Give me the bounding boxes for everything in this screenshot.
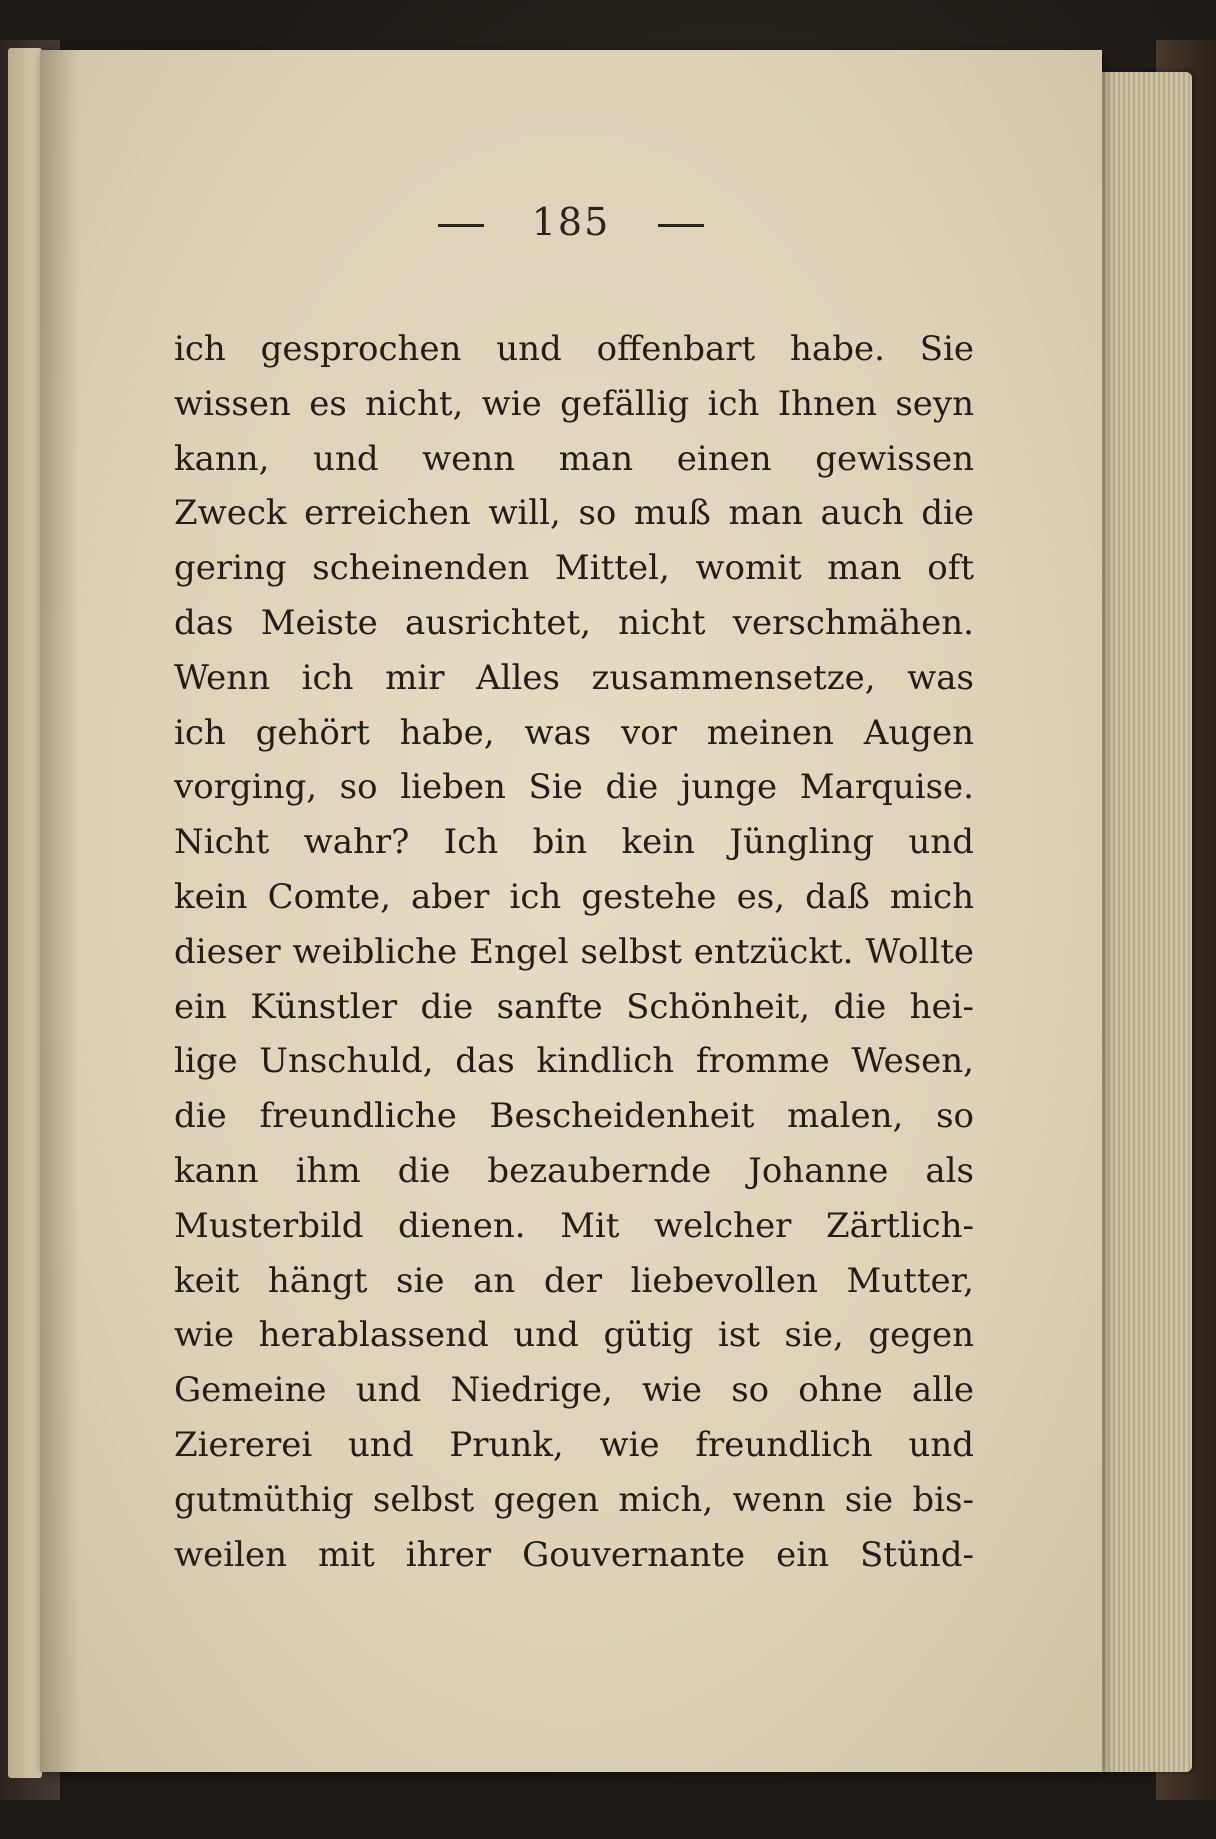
text-line: ich gesprochen und offenbart habe. Sie bbox=[174, 329, 974, 369]
facing-page-edge bbox=[8, 48, 42, 1778]
text-line: kein Comte, aber ich gestehe es, daß mich bbox=[174, 876, 974, 917]
text-line: Wenn ich mir Alles zusammensetze, was bbox=[174, 657, 974, 698]
book-page bbox=[40, 50, 1102, 1772]
page-number: 185 bbox=[531, 200, 611, 244]
text-line: Nicht wahr? Ich bin kein Jüngling und bbox=[174, 822, 974, 863]
text-line: ich gehört habe, was vor meinen Augen bbox=[174, 712, 974, 753]
text-line: das Meiste ausrichtet, nicht verschmähen. bbox=[174, 602, 974, 643]
text-line: vorging, so lieben Sie die junge Marquise. bbox=[174, 767, 974, 808]
text-line: Zweck erreichen will, so muß man auch die bbox=[174, 493, 974, 534]
text-line: wissen es nicht, wie gefällig ich Ihnen seyn bbox=[174, 383, 974, 424]
text-line: dieser weibliche Engel selbst entzückt. Wollte bbox=[174, 931, 974, 972]
text-line: Gemeine und Niedrige, wie so ohne alle bbox=[174, 1370, 974, 1411]
text-line: kann ihm die bezaubernde Johanne als bbox=[174, 1150, 974, 1191]
dash-right bbox=[658, 224, 704, 227]
text-line: ein Künstler die sanfte Schönheit, die hei- bbox=[174, 986, 974, 1027]
gutter-shadow bbox=[40, 50, 80, 1772]
text-line: keit hängt sie an der liebevollen Mutter, bbox=[174, 1260, 974, 1301]
dash-left bbox=[438, 224, 484, 227]
text-line: lige Unschuld, das kindlich fromme Wesen, bbox=[174, 1041, 974, 1082]
text-line: Musterbild dienen. Mit welcher Zärtlich- bbox=[174, 1205, 974, 1246]
text-line: die freundliche Bescheidenheit malen, so bbox=[174, 1096, 974, 1137]
text-line: gutmüthig selbst gegen mich, wenn sie bis- bbox=[174, 1479, 974, 1520]
text-line: wie herablassend und gütig ist sie, gegen bbox=[174, 1315, 974, 1356]
page-header bbox=[40, 200, 1102, 244]
body-text bbox=[174, 322, 974, 1582]
text-line: kann, und wenn man einen gewissen bbox=[174, 438, 974, 479]
text-line: gering scheinenden Mittel, womit man oft bbox=[174, 548, 974, 589]
text-line: Ziererei und Prunk, wie freundlich und bbox=[174, 1424, 974, 1465]
text-line: weilen mit ihrer Gouvernante ein Stünd- bbox=[174, 1534, 974, 1575]
